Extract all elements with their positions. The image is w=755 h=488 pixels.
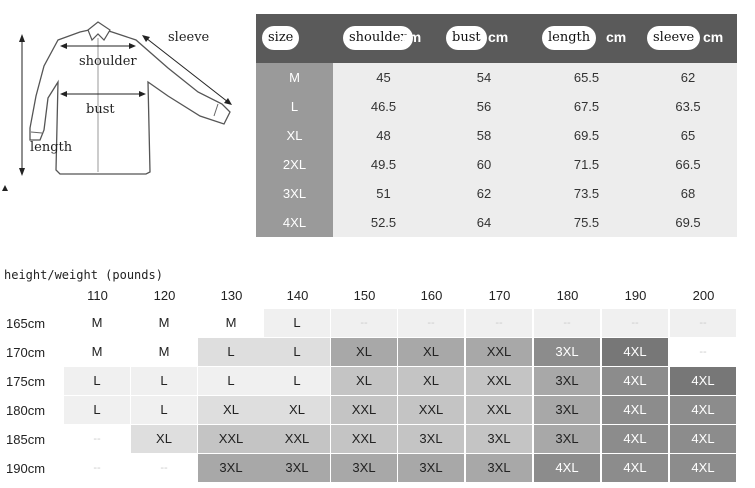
measure-cell: 58	[434, 121, 534, 150]
size-recommendation-cell: 3XL	[398, 454, 464, 482]
size-cell: 4XL	[256, 208, 333, 237]
size-recommendation-cell: 4XL	[602, 338, 668, 366]
weight-header: 200	[692, 288, 715, 303]
size-recommendation-cell: --	[670, 338, 736, 366]
header-length	[534, 14, 639, 63]
size-recommendation-cell: 4XL	[670, 367, 736, 395]
header-size-label: size	[262, 26, 299, 50]
bust-label: bust	[86, 102, 115, 117]
header-length-label: length	[542, 26, 596, 50]
length-label: length	[30, 140, 73, 155]
size-recommendation-cell: XXL	[466, 338, 532, 366]
size-row	[256, 121, 737, 150]
measure-cell: 68	[639, 179, 737, 208]
measure-cell: 65.5	[534, 63, 639, 92]
size-cell: L	[256, 92, 333, 121]
size-recommendation-cell: 3XL	[398, 425, 464, 453]
size-recommendation-cell: L	[131, 367, 197, 395]
size-recommendation-cell: 3XL	[198, 454, 264, 482]
header-bust-label: bust	[446, 26, 487, 50]
measure-cell: 63.5	[639, 92, 737, 121]
measure-cell: 65	[639, 121, 737, 150]
measure-cell: 54	[434, 63, 534, 92]
size-recommendation-cell: 4XL	[670, 425, 736, 453]
size-recommendation-cell: L	[264, 309, 330, 337]
size-recommendation-cell: --	[602, 309, 668, 337]
size-recommendation-cell: XL	[131, 425, 197, 453]
size-recommendation-cell: L	[198, 338, 264, 366]
size-recommendation-cell: --	[534, 309, 600, 337]
size-table	[256, 14, 737, 237]
size-row	[256, 150, 737, 179]
measure-cell: 64	[434, 208, 534, 237]
size-recommendation-cell: XL	[198, 396, 264, 424]
size-recommendation-cell: XXL	[331, 425, 397, 453]
weight-header: 130	[220, 288, 243, 303]
size-recommendation-cell: L	[64, 396, 130, 424]
header-sleeve	[639, 14, 737, 63]
size-recommendation-cell: 4XL	[670, 396, 736, 424]
size-recommendation-cell: XXL	[198, 425, 264, 453]
size-recommendation-cell: 3XL	[534, 425, 600, 453]
measure-cell: 71.5	[534, 150, 639, 179]
size-recommendation-cell: M	[64, 338, 130, 366]
size-recommendation-cell: XL	[398, 338, 464, 366]
size-recommendation-cell: 4XL	[534, 454, 600, 482]
shirt-outline-icon	[0, 0, 250, 210]
height-label: 165cm	[6, 316, 46, 331]
size-recommendation-cell: 4XL	[670, 454, 736, 482]
weight-header: 110	[87, 288, 108, 303]
size-recommendation-cell: M	[131, 338, 197, 366]
header-sleeve-label: sleeve	[647, 26, 700, 50]
measure-cell: 60	[434, 150, 534, 179]
size-recommendation-cell: XL	[331, 338, 397, 366]
size-recommendation-cell: --	[331, 309, 397, 337]
shoulder-label: shoulder	[79, 54, 137, 69]
weight-header: 190	[624, 288, 647, 303]
size-row	[256, 208, 737, 237]
size-row	[256, 179, 737, 208]
measure-cell: 45	[333, 63, 434, 92]
size-recommendation-cell: XXL	[331, 396, 397, 424]
measure-cell: 66.5	[639, 150, 737, 179]
size-recommendation-cell: 3XL	[264, 454, 330, 482]
weight-header: 150	[353, 288, 376, 303]
header-shoulder-unit: cm	[401, 29, 422, 45]
size-recommendation-cell: XXL	[466, 396, 532, 424]
size-recommendation-cell: --	[398, 309, 464, 337]
size-recommendation-cell: 3XL	[466, 454, 532, 482]
size-cell: 3XL	[256, 179, 333, 208]
size-row	[256, 63, 737, 92]
measure-cell: 48	[333, 121, 434, 150]
header-length-unit: cm	[606, 29, 627, 45]
size-recommendation-cell: --	[64, 454, 130, 482]
weight-header: 170	[488, 288, 511, 303]
header-bust	[434, 14, 534, 63]
size-recommendation-cell: L	[264, 338, 330, 366]
height-label: 185cm	[6, 432, 46, 447]
measure-cell: 52.5	[333, 208, 434, 237]
size-cell: M	[256, 63, 333, 92]
measure-cell: 73.5	[534, 179, 639, 208]
measure-cell: 75.5	[534, 208, 639, 237]
height-label: 170cm	[6, 345, 46, 360]
height-label: 175cm	[6, 374, 46, 389]
size-recommendation-cell: L	[131, 396, 197, 424]
size-recommendation-cell: --	[64, 425, 130, 453]
weight-header: 140	[286, 288, 309, 303]
measure-cell: 62	[639, 63, 737, 92]
size-recommendation-cell: 3XL	[534, 338, 600, 366]
measure-cell: 62	[434, 179, 534, 208]
measure-cell: 56	[434, 92, 534, 121]
measure-cell: 51	[333, 179, 434, 208]
size-table-header	[256, 14, 737, 63]
size-recommendation-cell: 3XL	[534, 396, 600, 424]
size-cell: 2XL	[256, 150, 333, 179]
size-recommendation-cell: L	[64, 367, 130, 395]
header-shoulder	[333, 14, 434, 63]
weight-header: 120	[153, 288, 176, 303]
header-shoulder-label: shoulder	[343, 26, 413, 50]
size-row	[256, 92, 737, 121]
size-recommendation-cell: XL	[264, 396, 330, 424]
size-recommendation-cell: 3XL	[331, 454, 397, 482]
size-recommendation-cell: M	[198, 309, 264, 337]
size-recommendation-cell: 3XL	[466, 425, 532, 453]
height-label: 180cm	[6, 403, 46, 418]
size-recommendation-cell: XXL	[466, 367, 532, 395]
size-recommendation-cell: M	[64, 309, 130, 337]
measure-cell: 46.5	[333, 92, 434, 121]
measure-cell: 49.5	[333, 150, 434, 179]
shirt-diagram	[0, 0, 250, 210]
size-recommendation-cell: XL	[331, 367, 397, 395]
size-recommendation-cell: XL	[398, 367, 464, 395]
sleeve-label: sleeve	[168, 30, 210, 45]
size-recommendation-cell: L	[198, 367, 264, 395]
size-recommendation-cell: --	[670, 309, 736, 337]
header-sleeve-unit: cm	[703, 29, 724, 45]
weight-header: 180	[556, 288, 579, 303]
size-recommendation-cell: 4XL	[602, 367, 668, 395]
measure-cell: 69.5	[534, 121, 639, 150]
size-table-body	[256, 63, 737, 237]
header-size	[256, 14, 333, 63]
size-cell: XL	[256, 121, 333, 150]
size-recommendation-cell: 4XL	[602, 425, 668, 453]
weight-header: 160	[420, 288, 443, 303]
header-bust-unit: cm	[488, 29, 509, 45]
size-recommendation-cell: 4XL	[602, 396, 668, 424]
size-recommendation-cell: L	[264, 367, 330, 395]
measure-cell: 69.5	[639, 208, 737, 237]
size-recommendation-cell: 4XL	[602, 454, 668, 482]
measure-cell: 67.5	[534, 92, 639, 121]
height-weight-title: height/weight (pounds)	[4, 268, 163, 282]
size-recommendation-cell: 3XL	[534, 367, 600, 395]
height-label: 190cm	[6, 461, 46, 476]
size-recommendation-cell: XXL	[398, 396, 464, 424]
size-recommendation-cell: M	[131, 309, 197, 337]
size-recommendation-cell: XXL	[264, 425, 330, 453]
size-recommendation-cell: --	[131, 454, 197, 482]
size-recommendation-cell: --	[466, 309, 532, 337]
